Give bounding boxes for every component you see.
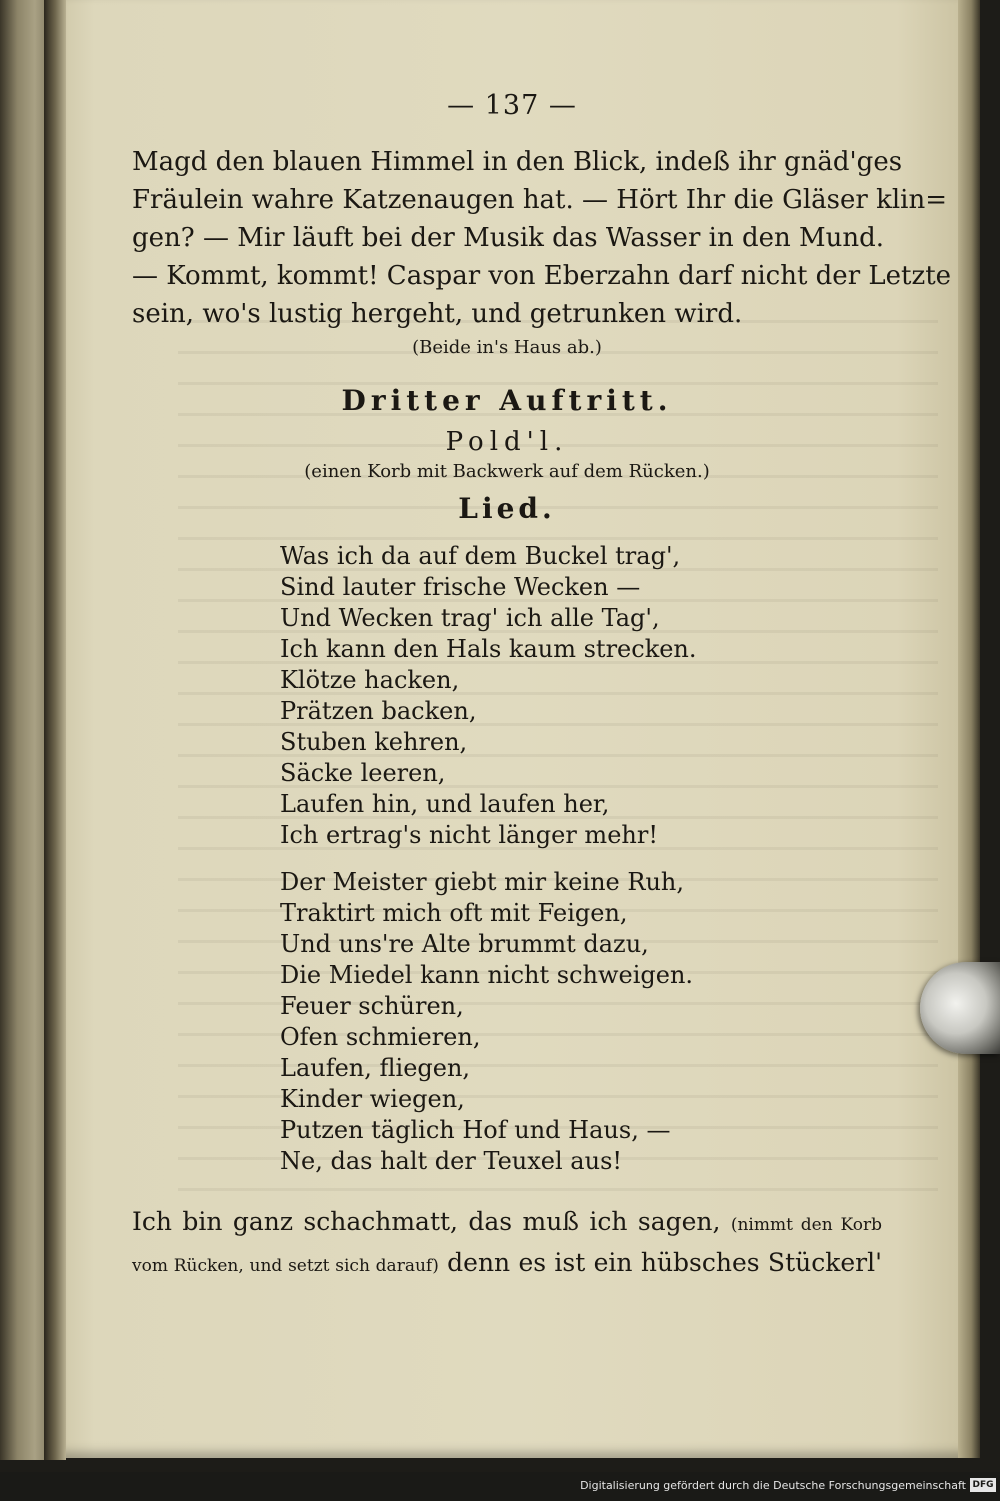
verse-line: Ne, das halt der Teuxel aus!	[280, 1147, 623, 1175]
prose-line: sein, wo's lustig hergeht, und getrunken wird.	[132, 299, 743, 329]
verse-line: Ich kann den Hals kaum strecken.	[280, 635, 697, 663]
verse-line: Stuben kehren,	[280, 728, 468, 756]
closing-line-2	[132, 1244, 882, 1285]
closing-text: denn es ist ein hübsches Stückerl'	[447, 1248, 882, 1277]
verse-line: Feuer schüren,	[280, 992, 464, 1020]
page-stack-edge	[958, 0, 980, 1458]
verse-line: Ofen schmieren,	[280, 1023, 481, 1051]
closing-paragraph	[132, 1203, 882, 1285]
stage-direction: (Beide in's Haus ab.)	[412, 337, 602, 358]
verse-line: Die Miedel kann nicht schweigen.	[280, 961, 694, 989]
prose-line: Magd den blauen Himmel in den Blick, indeß ihr gnäd'ges	[132, 147, 903, 177]
verse-line: Sind lauter frische Wecken —	[280, 573, 641, 601]
dfg-logo-icon: DFG	[970, 1478, 996, 1492]
closing-direction: (nimmt den Korb	[730, 1215, 882, 1235]
closing-direction: vom Rücken, und setzt sich darauf)	[132, 1256, 439, 1276]
verse-line: Der Meister giebt mir keine Ruh,	[280, 868, 685, 896]
closing-line-1	[132, 1203, 882, 1244]
verse-line: Was ich da auf dem Buckel trag',	[280, 542, 681, 570]
verse-line: Laufen hin, und laufen her,	[280, 790, 610, 818]
song-title: Lied.	[458, 492, 556, 525]
closing-text: Ich bin ganz schachmatt, das muß ich sagen,	[132, 1207, 721, 1236]
stanza-2	[280, 867, 882, 1177]
prose-block	[132, 143, 952, 333]
verse-line: Und Wecken trag' ich alle Tag',	[280, 604, 660, 632]
prose-line: — Kommt, kommt! Caspar von Eberzahn darf nicht der Letzte	[132, 261, 952, 291]
verse-line: Prätzen backen,	[280, 697, 477, 725]
speaker-note: (einen Korb mit Backwerk auf dem Rücken.)	[304, 461, 710, 482]
page-text	[132, 90, 952, 1285]
stanza-1	[280, 541, 882, 851]
scene-heading: Dritter Auftritt.	[341, 384, 673, 417]
verse-line: Und uns're Alte brummt dazu,	[280, 930, 649, 958]
verse-line: Klötze hacken,	[280, 666, 460, 694]
page-number: — 137 —	[447, 90, 577, 121]
speaker-name: Pold'l.	[445, 427, 569, 457]
verse-line: Säcke leeren,	[280, 759, 446, 787]
verse-line: Putzen täglich Hof und Haus, —	[280, 1116, 671, 1144]
prose-line: Fräulein wahre Katzenaugen hat. — Hört Ihr die Gläser klin=	[132, 185, 948, 215]
prose-line: gen? — Mir läuft bei der Musik das Wasser in den Mund.	[132, 223, 885, 253]
verse-line: Traktirt mich oft mit Feigen,	[280, 899, 628, 927]
verse-line: Kinder wiegen,	[280, 1085, 465, 1113]
footer-credit: Digitalisierung gefördert durch die Deutsche Forschungsgemeinschaft	[580, 1479, 966, 1492]
book-gutter	[44, 0, 66, 1460]
verse-line: Ich ertrag's nicht länger mehr!	[280, 821, 658, 849]
verse-line: Laufen, fliegen,	[280, 1054, 471, 1082]
